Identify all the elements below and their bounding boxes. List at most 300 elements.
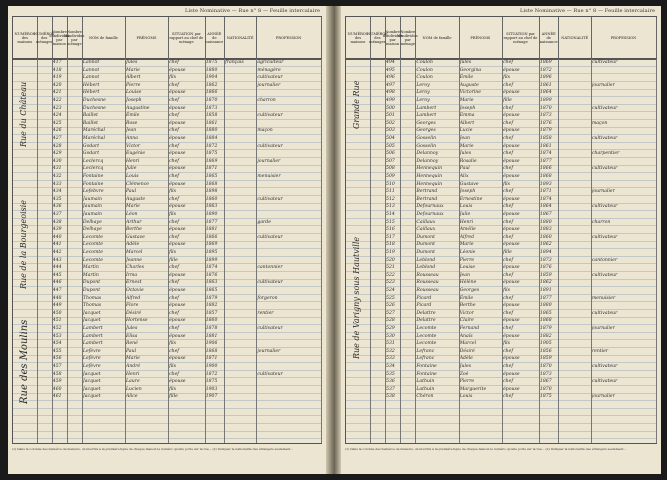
table-cell: Alfred	[126, 295, 141, 301]
column-header: NUMÉROS des ménages	[37, 17, 53, 59]
table-cell: 497	[386, 82, 395, 88]
table-cell: 445	[52, 272, 62, 278]
table-cell: Elisa	[126, 333, 138, 339]
table-cell: épouse	[503, 280, 520, 286]
table-cell: fils	[169, 189, 176, 195]
table-cell: 1882	[205, 303, 218, 309]
table-cell: 511	[386, 189, 395, 195]
table-cell: cultivateur	[591, 166, 618, 172]
table-row	[13, 120, 321, 128]
table-cell: Hennequin	[416, 181, 443, 187]
table-cell: Godart	[82, 143, 100, 149]
table-cell: 440	[52, 234, 62, 240]
table-cell: Fernand	[459, 326, 480, 331]
table-cell: épouse	[169, 136, 186, 141]
column-header: Nombre d'individus par maison	[52, 17, 68, 59]
table-cell: Charles	[126, 265, 144, 271]
column-rule	[558, 59, 559, 443]
table-cell: 451	[52, 318, 62, 324]
table-cell: épouse	[503, 227, 520, 233]
left-page	[8, 6, 326, 474]
table-row	[346, 203, 656, 211]
table-cell: 1898	[205, 189, 218, 195]
table-cell: Marie	[459, 143, 474, 149]
table-cell: 530	[386, 333, 395, 339]
table-cell: 453	[52, 333, 62, 339]
table-cell: 494	[386, 60, 395, 65]
table-cell: Jules	[126, 326, 138, 331]
table-cell: 1868	[539, 318, 552, 324]
table-cell: Dupont	[82, 288, 101, 293]
table-row	[346, 219, 656, 227]
table-cell: Auguste	[459, 82, 479, 88]
table-cell: journalier	[257, 82, 281, 88]
footnote: (1) Dans la colonne des numéros de maisons, on inscrira à la première ligne de chaque maison le numéro qu'elle porte sur la rue... (2) Indiquer la nationalité des étrangers seulement...	[12, 447, 294, 451]
table-cell: Paul	[459, 166, 470, 172]
column-header: SITUATION par rapport au chef de ménage	[168, 17, 206, 59]
table-cell: fille	[169, 257, 178, 263]
table-cell: 1868	[205, 181, 218, 187]
table-row	[346, 173, 656, 181]
table-cell: Georgina	[459, 67, 482, 73]
table-cell: chef	[503, 151, 514, 157]
table-cell: Hennequin	[416, 174, 443, 179]
table-cell: Thomas	[82, 295, 102, 301]
table-cell: Pierre	[126, 82, 141, 88]
table-cell: 447	[52, 288, 62, 293]
table-cell: journalier	[591, 394, 615, 400]
table-cell: 533	[386, 356, 395, 362]
table-cell: cultivateur	[257, 326, 283, 331]
table-cell: 1864	[539, 204, 552, 210]
table-cell: fils	[503, 181, 510, 187]
table-cell: 1906	[205, 341, 218, 347]
table-row	[13, 105, 321, 113]
table-row	[13, 348, 321, 356]
table-cell: épouse	[503, 158, 520, 164]
table-cell: Jean	[459, 136, 470, 141]
table-cell: 1869	[205, 242, 218, 248]
table-cell: Leroy	[416, 82, 430, 88]
table-cell: Henri	[126, 371, 140, 377]
table-row	[346, 105, 656, 113]
table-cell: 1882	[539, 333, 552, 339]
table-cell: 529	[386, 326, 395, 331]
table-cell: 446	[52, 280, 62, 286]
table-row	[346, 165, 656, 173]
column-header: PRÉNOMS	[125, 17, 169, 59]
table-cell: ménagère	[257, 67, 281, 73]
table-row	[13, 378, 321, 386]
table-cell: fils	[169, 75, 176, 81]
table-cell: Léon	[126, 212, 138, 217]
table-cell: 520	[386, 257, 395, 263]
table-cell: 1874	[205, 265, 218, 271]
table-cell: Hennequin	[416, 166, 443, 172]
running-header: Liste Nominative — Rue n° 8 — Feuille intercalaire	[520, 8, 655, 14]
table-row	[13, 74, 321, 82]
column-header: PROFESSION	[256, 17, 322, 59]
table-cell: Duchesne	[82, 98, 106, 103]
table-cell: 1870	[539, 386, 552, 392]
table-cell: 443	[52, 257, 62, 263]
column-header: PROFESSION	[591, 17, 657, 59]
table-cell: chef	[503, 326, 514, 331]
table-cell: Louis	[459, 394, 473, 400]
table-cell: Picard	[416, 303, 432, 309]
table-cell: 452	[52, 326, 62, 331]
table-cell: 1868	[205, 348, 218, 354]
table-cell: Albert	[459, 120, 475, 126]
table-cell: 1867	[539, 379, 552, 385]
table-cell: 532	[386, 348, 395, 354]
column-header: PRÉNOMS	[459, 17, 503, 59]
table-cell: chef	[503, 120, 514, 126]
table-cell: Thomas	[82, 303, 102, 309]
table-cell: Lefebvre	[82, 189, 104, 195]
table-cell: 537	[386, 386, 395, 392]
table-cell: Jean	[126, 128, 137, 134]
table-cell: Caillaux	[416, 227, 436, 233]
column-rule	[539, 59, 540, 443]
table-cell: Marie	[126, 67, 140, 73]
column-header: Nombre d'individus par ménage	[400, 17, 416, 59]
table-cell: épouse	[169, 105, 186, 111]
table-row	[346, 120, 656, 128]
table-cell: épouse	[169, 90, 186, 96]
table-cell: Berthe	[126, 227, 142, 233]
table-cell: cultivateur	[591, 310, 618, 316]
table-cell: 1860	[539, 234, 552, 240]
table-cell: 1879	[205, 295, 218, 301]
table-row	[346, 264, 656, 272]
table-cell: 1875	[205, 151, 218, 157]
table-cell: épouse	[503, 174, 520, 179]
table-cell: chef	[503, 166, 514, 172]
table-cell: épouse	[503, 333, 520, 339]
column-header: ANNÉE de naissance	[539, 17, 560, 59]
table-row	[346, 393, 656, 401]
column-header: Nombre d'individus par maison	[385, 17, 401, 59]
table-cell: Chéron	[416, 394, 434, 400]
table-cell: 1867	[539, 212, 552, 217]
column-rule	[67, 59, 68, 443]
table-cell: Delhaye	[82, 227, 102, 233]
table-cell: épouse	[169, 227, 186, 233]
table-cell: chef	[169, 371, 180, 377]
table-cell: Baillet	[82, 120, 99, 126]
entries-grid	[345, 58, 657, 444]
table-cell: épouse	[169, 204, 186, 210]
table-cell: chef	[503, 204, 514, 210]
table-cell: 421	[52, 90, 62, 96]
table-cell: 438	[52, 219, 62, 225]
table-cell: 506	[386, 151, 395, 157]
table-cell: épouse	[169, 303, 186, 309]
column-rule	[224, 59, 225, 443]
table-cell: garde	[257, 219, 271, 225]
table-cell: menuisier	[591, 295, 616, 301]
table-cell: Bertrand	[416, 189, 438, 195]
table-row	[346, 158, 656, 166]
table-cell: 528	[386, 318, 395, 324]
table-cell: Lecomte	[416, 341, 437, 347]
table-cell: Fontaine	[82, 181, 104, 187]
column-rule	[370, 59, 371, 443]
table-cell: forgeron	[257, 295, 278, 301]
table-cell: Dupont	[82, 280, 101, 286]
table-row	[13, 135, 321, 143]
table-cell: épouse	[503, 90, 520, 96]
table-row	[346, 355, 656, 363]
table-cell: épouse	[503, 212, 520, 217]
table-cell: Alice	[126, 394, 138, 400]
column-header-row	[345, 16, 657, 60]
table-cell: Picard	[416, 295, 432, 301]
table-row	[13, 219, 321, 227]
table-cell: 423	[52, 105, 62, 111]
table-cell: Jaumain	[82, 196, 102, 202]
table-cell: 1872	[205, 371, 218, 377]
table-cell: Delattre	[416, 310, 436, 316]
table-cell: menuisier	[257, 174, 281, 179]
table-row	[13, 287, 321, 295]
table-cell: Jacquet	[82, 394, 101, 400]
table-cell: fille	[169, 394, 178, 400]
table-cell: Defournaux	[416, 204, 444, 210]
table-cell: 424	[52, 113, 62, 119]
table-cell: épouse	[503, 265, 520, 271]
table-cell: 1880	[539, 219, 552, 225]
table-cell: 1860	[205, 196, 218, 202]
table-cell: 426	[52, 128, 62, 134]
table-cell: Émile	[459, 75, 474, 81]
table-cell: Berthe	[459, 303, 476, 309]
table-cell: fils	[169, 212, 176, 217]
table-row	[13, 112, 321, 120]
table-cell: épouse	[169, 181, 186, 187]
table-cell: cultivateur	[591, 105, 618, 111]
table-cell: Bertrand	[416, 196, 438, 202]
table-cell: 1871	[205, 166, 218, 172]
table-cell: chef	[169, 98, 180, 103]
table-cell: Lecomte	[82, 234, 103, 240]
table-cell: 432	[52, 174, 62, 179]
table-cell: 1907	[205, 394, 218, 400]
table-cell: cultivateur	[591, 136, 618, 141]
table-cell: Rosalie	[459, 158, 477, 164]
table-row	[13, 165, 321, 173]
column-rule	[321, 59, 322, 443]
table-cell: 1858	[539, 136, 552, 141]
table-cell: 1877	[205, 219, 218, 225]
street-name: Rue du Château	[19, 81, 28, 147]
table-row	[346, 310, 656, 318]
column-rule	[168, 59, 169, 443]
table-cell: épouse	[503, 113, 520, 119]
table-cell: Jacquet	[82, 386, 101, 392]
table-cell: épouse	[169, 67, 186, 73]
table-cell: 1868	[539, 174, 552, 179]
table-cell: Gustave	[126, 234, 145, 240]
table-cell: charron	[257, 98, 276, 103]
table-row	[13, 295, 321, 303]
table-cell: chef	[503, 364, 514, 369]
table-cell: 422	[52, 98, 62, 103]
table-cell: chef	[169, 82, 180, 88]
table-row	[13, 203, 321, 211]
table-cell: 417	[52, 60, 62, 65]
table-cell: Irma	[126, 272, 138, 278]
table-cell: Defournaux	[416, 212, 444, 217]
table-cell: chef	[169, 143, 180, 149]
table-row	[346, 295, 656, 303]
table-cell: rentier	[257, 310, 274, 316]
table-cell: Amélie	[459, 227, 476, 233]
table-cell: fils	[169, 364, 176, 369]
table-row	[13, 173, 321, 181]
table-cell: 535	[386, 371, 395, 377]
table-cell: Rousseau	[416, 272, 439, 278]
table-row	[13, 317, 321, 325]
table-row	[13, 67, 321, 75]
table-cell: 1857	[205, 310, 218, 316]
table-cell: Dumont	[416, 242, 435, 248]
table-row	[346, 317, 656, 325]
column-rule	[52, 59, 53, 443]
table-cell: 458	[52, 371, 62, 377]
table-cell: épouse	[169, 166, 186, 172]
table-cell: Lambert	[416, 105, 437, 111]
table-row	[13, 196, 321, 204]
table-cell: fils	[503, 288, 510, 293]
table-cell: 1863	[205, 204, 218, 210]
table-row	[346, 226, 656, 234]
table-cell: 1900	[205, 364, 218, 369]
table-cell: 456	[52, 356, 62, 362]
table-cell: 1864	[539, 90, 552, 96]
table-row	[346, 181, 656, 189]
table-cell: fille	[503, 250, 512, 255]
table-cell: épouse	[503, 196, 520, 202]
table-cell: Adèle	[459, 356, 473, 362]
table-cell: Leblond	[416, 257, 436, 263]
street-name: Rue de la Bourgeoisie	[19, 199, 28, 289]
table-row	[13, 272, 321, 280]
table-row	[13, 82, 321, 90]
table-cell: Baillet	[82, 113, 99, 119]
table-cell: Hébert	[82, 82, 100, 88]
table-cell: Martin	[82, 272, 99, 278]
table-cell: chef	[169, 219, 180, 225]
street-name: Rue des Moulins	[19, 319, 30, 404]
table-cell: épouse	[169, 272, 186, 278]
table-cell: chef	[169, 280, 180, 286]
table-cell: 1879	[539, 326, 552, 331]
table-cell: 1875	[205, 379, 218, 385]
table-cell: Joseph	[459, 105, 476, 111]
table-row	[13, 97, 321, 105]
table-cell: chef	[503, 272, 514, 278]
table-cell: fille	[503, 98, 512, 103]
table-cell: Augustine	[126, 105, 150, 111]
column-rule	[415, 59, 416, 443]
table-cell: 503	[386, 128, 395, 134]
table-cell: journalier	[257, 348, 281, 354]
table-cell: 522	[386, 272, 395, 278]
table-cell: 1890	[205, 212, 218, 217]
table-cell: Marie	[459, 98, 474, 103]
table-cell: chef	[503, 136, 514, 141]
table-cell: 433	[52, 181, 62, 187]
table-cell: 1879	[539, 128, 552, 134]
table-cell: épouse	[169, 242, 186, 248]
table-cell: 505	[386, 143, 395, 149]
table-cell: charpentier	[591, 151, 620, 157]
column-rule	[459, 59, 460, 443]
table-cell: journalier	[591, 189, 615, 195]
table-cell: 508	[386, 166, 395, 172]
table-row	[346, 89, 656, 97]
table-cell: Hortense	[126, 318, 148, 324]
table-row	[13, 127, 321, 135]
column-rule	[125, 59, 126, 443]
table-row	[346, 272, 656, 280]
table-cell: 1860	[205, 318, 218, 324]
table-cell: Pierre	[459, 257, 475, 263]
table-row	[346, 211, 656, 219]
table-cell: Clémence	[126, 181, 150, 187]
table-cell: 534	[386, 364, 395, 369]
table-cell: Victor	[459, 310, 474, 316]
table-row	[13, 393, 321, 401]
table-cell: 1873	[539, 257, 552, 263]
table-cell: 1874	[539, 151, 552, 157]
table-row	[13, 371, 321, 379]
table-row	[346, 143, 656, 151]
table-cell: 523	[386, 280, 395, 286]
table-cell: Coulon	[416, 75, 433, 81]
table-cell: 1862	[539, 242, 552, 248]
table-cell: Arthur	[126, 219, 142, 225]
table-cell: Emma	[459, 113, 475, 119]
table-cell: Jacquet	[82, 371, 101, 377]
table-cell: épouse	[169, 379, 186, 385]
table-cell: Rousseau	[416, 280, 439, 286]
table-cell: épouse	[503, 128, 520, 134]
table-row	[346, 67, 656, 75]
table-cell: 498	[386, 90, 395, 96]
table-cell: 518	[386, 242, 395, 248]
table-cell: Hélène	[459, 280, 477, 286]
column-header: NOM de famille	[82, 17, 126, 59]
table-cell: Jules	[459, 364, 472, 369]
table-cell: Rose	[126, 120, 138, 126]
table-cell: 513	[386, 204, 395, 210]
table-row	[13, 386, 321, 394]
table-cell: 448	[52, 295, 62, 301]
table-cell: 1884	[205, 136, 218, 141]
table-cell: épouse	[503, 143, 520, 149]
column-rule	[205, 59, 206, 443]
table-cell: 504	[386, 136, 395, 141]
table-cell: 430	[52, 158, 62, 164]
table-row	[13, 158, 321, 166]
column-header: NUMÉROS des maisons	[13, 17, 38, 59]
column-header: ANNÉE de naissance	[205, 17, 225, 59]
table-cell: 434	[52, 189, 62, 195]
table-cell: Paul	[126, 348, 137, 354]
